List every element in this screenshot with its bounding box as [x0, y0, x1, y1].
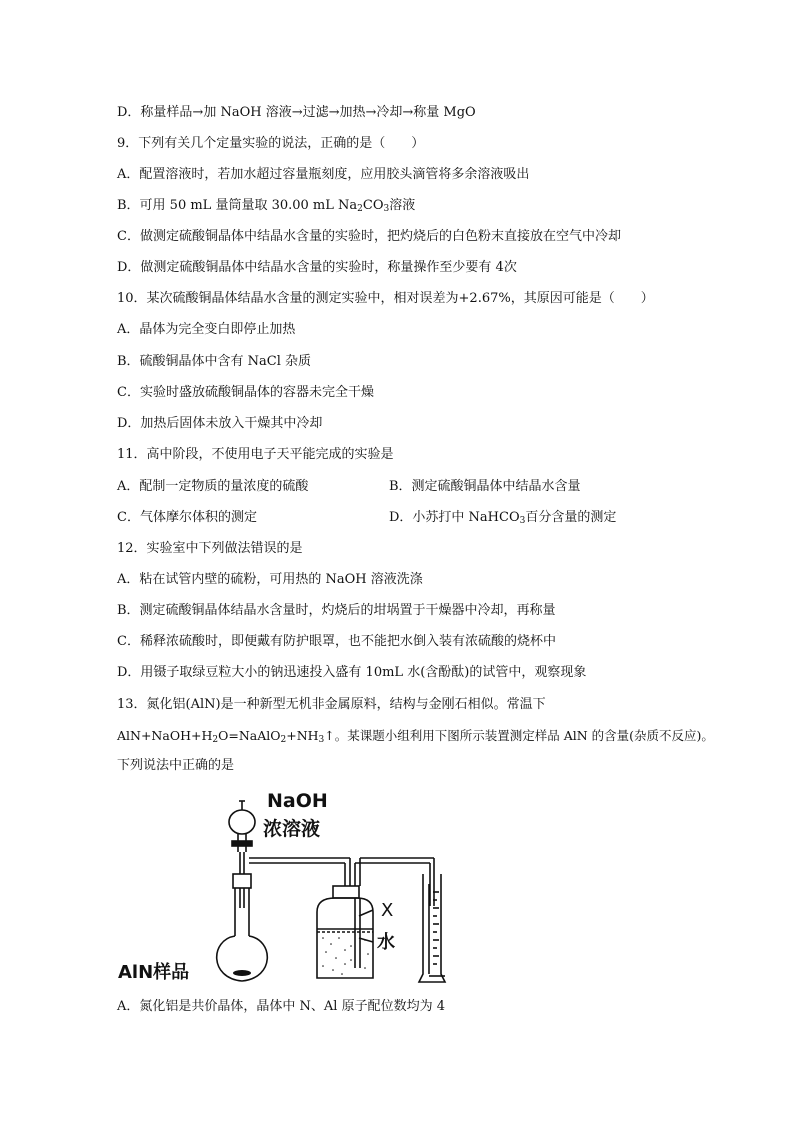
option-text: B．测定硫酸铜晶体中结晶水含量 [389, 479, 581, 494]
measuring-cylinder [419, 874, 445, 982]
question-9: 9．下列有关几个定量实验的说法，正确的是（ ） [117, 136, 425, 151]
option-text: B．测定硫酸铜晶体结晶水含量时，灼烧后的坩埚置于干燥器中冷却，再称量 [117, 603, 556, 618]
option-text: D．用镊子取绿豆粒大小的钠迅速投入盛有 10mL 水(含酚酞)的试管中，观察现象 [117, 665, 587, 680]
concentrated-solution-label: 浓溶液 [263, 818, 321, 840]
reaction-equation: $AlN+NaOH+H_2O=NaAlO_2+NH_3↑$。某课题小组利用下图所示装置测定样品 AlN 的含量(杂质不反应)。 [117, 728, 714, 745]
option-text: C．气体摩尔体积的测定 [117, 510, 257, 525]
option-text: A．氮化铝是共价晶体，晶体中 N、Al 原子配位数均为 4 [117, 999, 445, 1014]
question-13-continuation: 下列说法中正确的是 [117, 758, 235, 773]
question-10: 10．某次硫酸铜晶体结晶水含量的测定实验中，相对误差为+2.67%，其原因可能是（ ） [117, 291, 654, 306]
option-text: B．可用 50 mL 量筒量取 30.00 mL $Na_2CO_3$溶液 [117, 198, 416, 214]
option-text: A．配置溶液时，若加水超过容量瓶刻度，应用胶头滴管将多余溶液吸出 [117, 167, 530, 182]
option-text: A．配制一定物质的量浓度的硫酸 [117, 479, 309, 494]
stopcock [232, 841, 252, 846]
bottle-stopper [333, 886, 359, 898]
naoh-label: NaOH [267, 790, 328, 812]
aln-sample-label: AlN样品 [118, 962, 190, 983]
water-label: 水 [377, 932, 395, 953]
option-text: B．硫酸铜晶体中含有 NaCl 杂质 [117, 354, 312, 369]
question-11: 11．高中阶段，不使用电子天平能完成的实验是 [117, 447, 394, 462]
option-text: C．实验时盛放硫酸铜晶体的容器未完全干燥 [117, 385, 374, 400]
aln-sample-solid [233, 970, 251, 976]
apparatus-drawing [205, 788, 475, 988]
option-text: D．加热后固体未放入干燥其中冷却 [117, 416, 323, 431]
option-text: D．做测定硫酸铜晶体中结晶水含量的实验时，称量操作至少要有 4次 [117, 260, 517, 275]
option-text: A．晶体为完全变白即停止加热 [117, 322, 296, 337]
option-text: D．称量样品→加 NaOH 溶液→过滤→加热→冷却→称量 MgO [117, 105, 476, 120]
question-12: 12．实验室中下列做法错误的是 [117, 541, 303, 556]
x-label: X [381, 900, 394, 921]
separatory-funnel-bulb [229, 810, 255, 834]
option-text: D．小苏打中 NaHCO$_3$百分含量的测定 [389, 510, 617, 526]
option-text: C．做测定硫酸铜晶体中结晶水含量的实验时，把灼烧后的白色粉末直接放在空气中冷却 [117, 229, 621, 244]
option-text: A．粘在试管内壁的硫粉，可用热的 NaOH 溶液洗涤 [117, 572, 423, 587]
question-13: 13．氮化铝(AlN)是一种新型无机非金属原料，结构与金刚石相似。常温下 [117, 697, 546, 712]
apparatus-figure [118, 788, 475, 988]
gas-collecting-bottle [317, 898, 373, 978]
option-text: C．稀释浓硫酸时，即便戴有防护眼罩，也不能把水倒入装有浓硫酸的烧杯中 [117, 634, 556, 649]
